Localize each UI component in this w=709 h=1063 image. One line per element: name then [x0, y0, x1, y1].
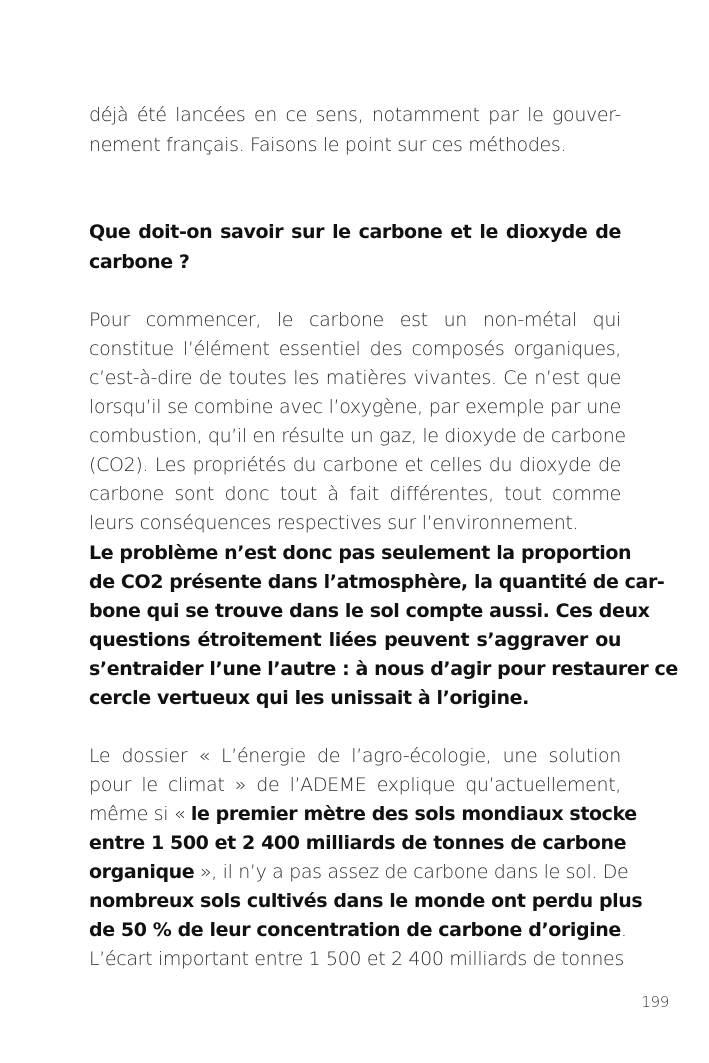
bold-line: nombreux sols cultivés dans le monde ont perdu plus — [89, 890, 643, 912]
paragraph-line: constitue l’élément essentiel des composés organiques, — [89, 338, 621, 360]
plain-text: », il n’y a pas assez de carbone dans le sol. De — [194, 861, 629, 883]
bold-text: de 50 % de leur concentration de carbone d’origine — [89, 919, 621, 941]
paragraph-line — [89, 916, 627, 945]
plain-text: . — [620, 919, 627, 941]
paragraph-line: Le dossier « L’énergie de l’agro-écologie, une solution — [89, 745, 621, 767]
paragraph-line: combustion, qu’il en résulte un gaz, le dioxyde de carbone — [89, 425, 626, 447]
paragraph-line — [89, 800, 637, 829]
bold-paragraph-line: s’entraider l’une l’autre : à nous d’agir pour restaurer ce — [89, 658, 678, 680]
quoted-bold-text: organique — [89, 861, 195, 883]
paragraph-line: L’écart important entre 1 500 et 2 400 milliards de tonnes — [89, 948, 624, 970]
bold-paragraph-line: Le problème n’est donc pas seulement la proportion — [89, 542, 632, 564]
paragraph-line: carbone sont donc tout à fait différentes, tout comme — [89, 483, 621, 505]
page-number: 199 — [641, 993, 669, 1011]
paragraph-line: (CO2). Les propriétés du carbone et celles du dioxyde de — [89, 454, 621, 476]
quoted-bold-line: entre 1 500 et 2 400 milliards de tonnes de carbone — [89, 832, 627, 854]
paragraph-line: c’est-à-dire de toutes les matières vivantes. Ce n’est que — [89, 367, 621, 389]
paragraph-line: pour le climat » de l’ADEME explique qu’actuellement, — [89, 774, 621, 796]
paragraph-line — [89, 858, 629, 887]
bold-paragraph-line: de CO2 présente dans l’atmosphère, la quantité de car- — [89, 571, 665, 593]
plain-text: même si « — [89, 803, 191, 825]
paragraph-line: lorsqu’il se combine avec l’oxygène, par exemple par une — [89, 396, 621, 418]
paragraph-line: leurs conséquences respectives sur l’environnement. — [89, 512, 579, 534]
bold-paragraph-line: cercle vertueux qui les unissait à l’origine. — [89, 687, 529, 709]
paragraph-line: Pour commencer, le carbone est un non-métal qui — [89, 309, 621, 331]
bold-paragraph-line: questions étroitement liées peuvent s’aggraver ou — [89, 629, 621, 651]
intro-line-2: nement français. Faisons le point sur ces méthodes. — [89, 134, 567, 156]
intro-line-1: déjà été lancées en ce sens, notamment par le gouver- — [89, 104, 621, 126]
section-heading-line-2: carbone ? — [89, 251, 190, 273]
bold-paragraph-line: bone qui se trouve dans le sol compte aussi. Ces deux — [89, 600, 650, 622]
quoted-bold-text: le premier mètre des sols mondiaux stocke — [190, 803, 637, 825]
section-heading-line-1: Que doit-on savoir sur le carbone et le dioxyde de — [89, 221, 621, 243]
